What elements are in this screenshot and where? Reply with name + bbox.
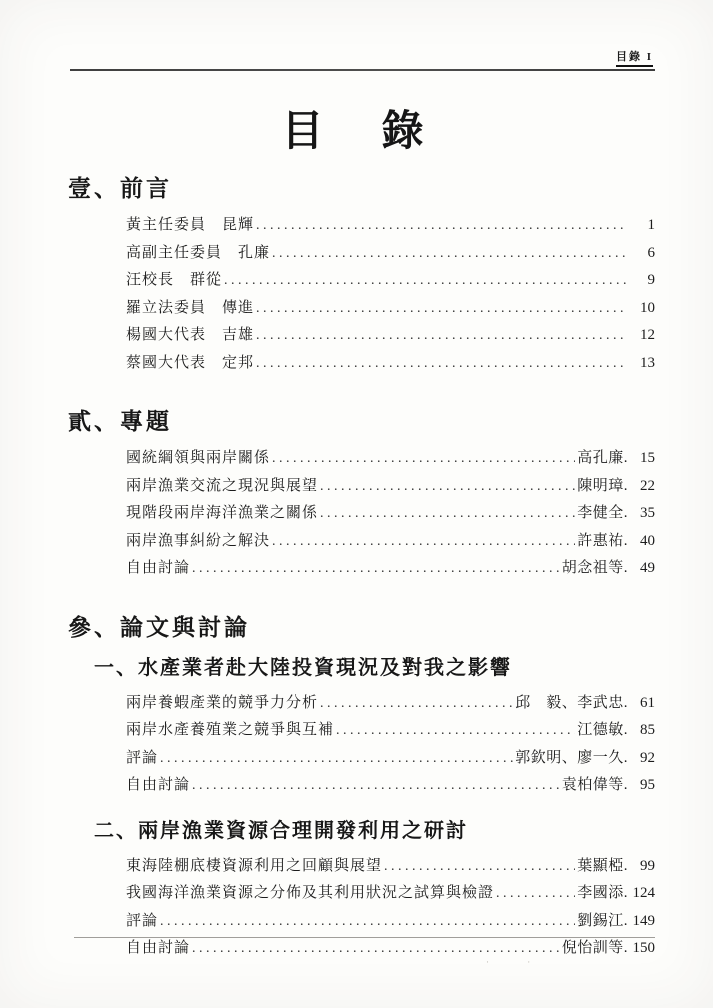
toc-dot-leader <box>160 745 513 773</box>
toc-entry <box>126 935 655 963</box>
toc-entry <box>126 772 655 800</box>
toc-entry <box>126 295 655 323</box>
toc-entry-title: 楊國大代表 吉雄 <box>126 327 255 343</box>
toc-dot-leader <box>192 555 560 583</box>
toc-entry <box>126 267 655 295</box>
toc-dot-leader <box>272 528 575 556</box>
section-heading: 壹、前言 <box>68 176 172 201</box>
toc-entry <box>126 908 655 936</box>
page-title: 目 錄 <box>281 109 432 155</box>
toc-entry-page: 99 <box>640 857 655 874</box>
footer-rule <box>74 937 655 938</box>
section-heading: 參、論文與討論 <box>68 614 250 640</box>
toc-entry-page: 150 <box>632 940 655 956</box>
toc-entry <box>126 445 655 473</box>
toc-entry-page: 6 <box>647 244 655 261</box>
toc-dot-leader <box>384 853 575 881</box>
toc-entry-author: 許惠祐. <box>577 532 628 549</box>
toc-dot-leader <box>320 690 513 718</box>
toc-entry-author: 高孔廉. <box>577 450 628 466</box>
toc-entry-page: 22 <box>640 477 655 494</box>
toc-entry-page: 9 <box>647 272 655 288</box>
toc-entry-author: 葉顯椏. <box>577 857 628 874</box>
toc-entry-title: 汪校長 群從 <box>126 272 223 288</box>
toc-entry-title: 現階段兩岸海洋漁業之關係 <box>126 505 319 521</box>
toc-dot-leader <box>256 322 626 350</box>
toc-item-list <box>126 853 655 963</box>
toc-item-list <box>126 212 655 377</box>
toc-entry-title: 自由討論 <box>126 777 191 793</box>
toc-entry-page: 13 <box>640 354 655 371</box>
header-rule <box>70 69 655 71</box>
toc-entry-title: 兩岸養蝦產業的競爭力分析 <box>126 694 319 711</box>
toc-item-list <box>126 445 655 583</box>
toc-entry-title: 高副主任委員 孔廉 <box>126 244 271 261</box>
toc-entry <box>126 717 655 745</box>
toc-entry <box>126 240 655 268</box>
toc-section <box>68 403 655 583</box>
toc-dot-leader <box>272 445 575 473</box>
scan-speck: · · <box>486 957 549 967</box>
toc-entry-page: 149 <box>632 912 655 929</box>
toc-sections <box>68 170 655 989</box>
toc-entry-page: 124 <box>632 885 655 901</box>
toc-entry <box>126 212 655 240</box>
toc-entry-title: 兩岸漁事糾紛之解決 <box>126 532 271 549</box>
toc-entry <box>126 322 655 350</box>
toc-entry-page: 40 <box>640 532 655 549</box>
toc-entry-title: 黃主任委員 昆輝 <box>126 217 255 233</box>
toc-entry-page: 15 <box>640 450 655 466</box>
toc-entry <box>126 880 655 908</box>
toc-dot-leader <box>160 908 575 936</box>
toc-entry-author: 李國添. <box>577 885 628 901</box>
toc-entry-author: 倪怡訓等. <box>561 940 628 956</box>
toc-dot-leader <box>192 772 560 800</box>
toc-entry-title: 評論 <box>126 749 159 766</box>
toc-dot-leader <box>224 267 626 295</box>
toc-entry-page: 35 <box>640 505 655 521</box>
toc-dot-leader <box>320 473 575 501</box>
toc-entry <box>126 500 655 528</box>
toc-section <box>68 170 655 377</box>
toc-dot-leader <box>256 350 626 378</box>
toc-entry-author: 陳明璋. <box>577 477 628 494</box>
toc-entry-title: 東海陸棚底棲資源利用之回顧與展望 <box>126 857 383 874</box>
toc-entry-page: 85 <box>640 722 655 738</box>
toc-dot-leader <box>256 212 626 240</box>
toc-entry-page: 1 <box>647 217 655 233</box>
toc-entry-title: 兩岸水產養殖業之競爭與互補 <box>126 722 335 738</box>
toc-entry-title: 評論 <box>126 912 159 929</box>
toc-entry-author: 李健全. <box>577 505 628 521</box>
toc-entry <box>126 745 655 773</box>
toc-entry-title: 兩岸漁業交流之現況與展望 <box>126 477 319 494</box>
toc-entry-title: 自由討論 <box>126 560 191 576</box>
toc-entry-title: 自由討論 <box>126 940 191 956</box>
toc-entry <box>126 555 655 583</box>
toc-entry-page: 92 <box>640 749 655 766</box>
subsection-heading: 一、水產業者赴大陸投資現況及對我之影響 <box>94 656 512 679</box>
toc-dot-leader <box>320 500 575 528</box>
toc-entry-title: 國統綱領與兩岸關係 <box>126 450 271 466</box>
subsection-heading: 二、兩岸漁業資源合理開發利用之研討 <box>94 819 468 842</box>
toc-entry <box>126 350 655 378</box>
running-head: 目錄 I <box>616 48 653 67</box>
toc-entry <box>126 690 655 718</box>
toc-entry-author: 江德敏. <box>577 722 628 738</box>
toc-dot-leader <box>272 240 626 268</box>
toc-entry-author: 袁柏偉等. <box>561 777 628 793</box>
toc-entry-title: 羅立法委員 傳進 <box>126 299 255 316</box>
toc-entry-title: 蔡國大代表 定邦 <box>126 354 255 371</box>
toc-entry-page: 49 <box>640 560 655 576</box>
toc-dot-leader <box>256 295 626 323</box>
toc-entry <box>126 853 655 881</box>
toc-entry <box>126 473 655 501</box>
section-heading: 貳、專題 <box>68 409 172 434</box>
toc-entry-author: 劉錫江. <box>577 912 628 929</box>
toc-dot-leader <box>496 880 575 908</box>
toc-section <box>68 609 655 963</box>
toc-item-list <box>126 690 655 800</box>
toc-entry-page: 12 <box>640 327 655 343</box>
toc-entry-page: 10 <box>640 299 655 316</box>
toc-entry-page: 61 <box>640 694 655 711</box>
toc-entry-author: 郭欽明、廖一久. <box>515 749 628 766</box>
toc-entry-author: 邱 毅、李武忠. <box>515 694 628 711</box>
toc-entry-title: 我國海洋漁業資源之分佈及其利用狀況之試算與檢證 <box>126 885 495 901</box>
toc-entry-page: 95 <box>640 777 655 793</box>
toc-entry <box>126 528 655 556</box>
toc-dot-leader <box>336 717 575 745</box>
toc-entry-author: 胡念祖等. <box>561 560 628 576</box>
